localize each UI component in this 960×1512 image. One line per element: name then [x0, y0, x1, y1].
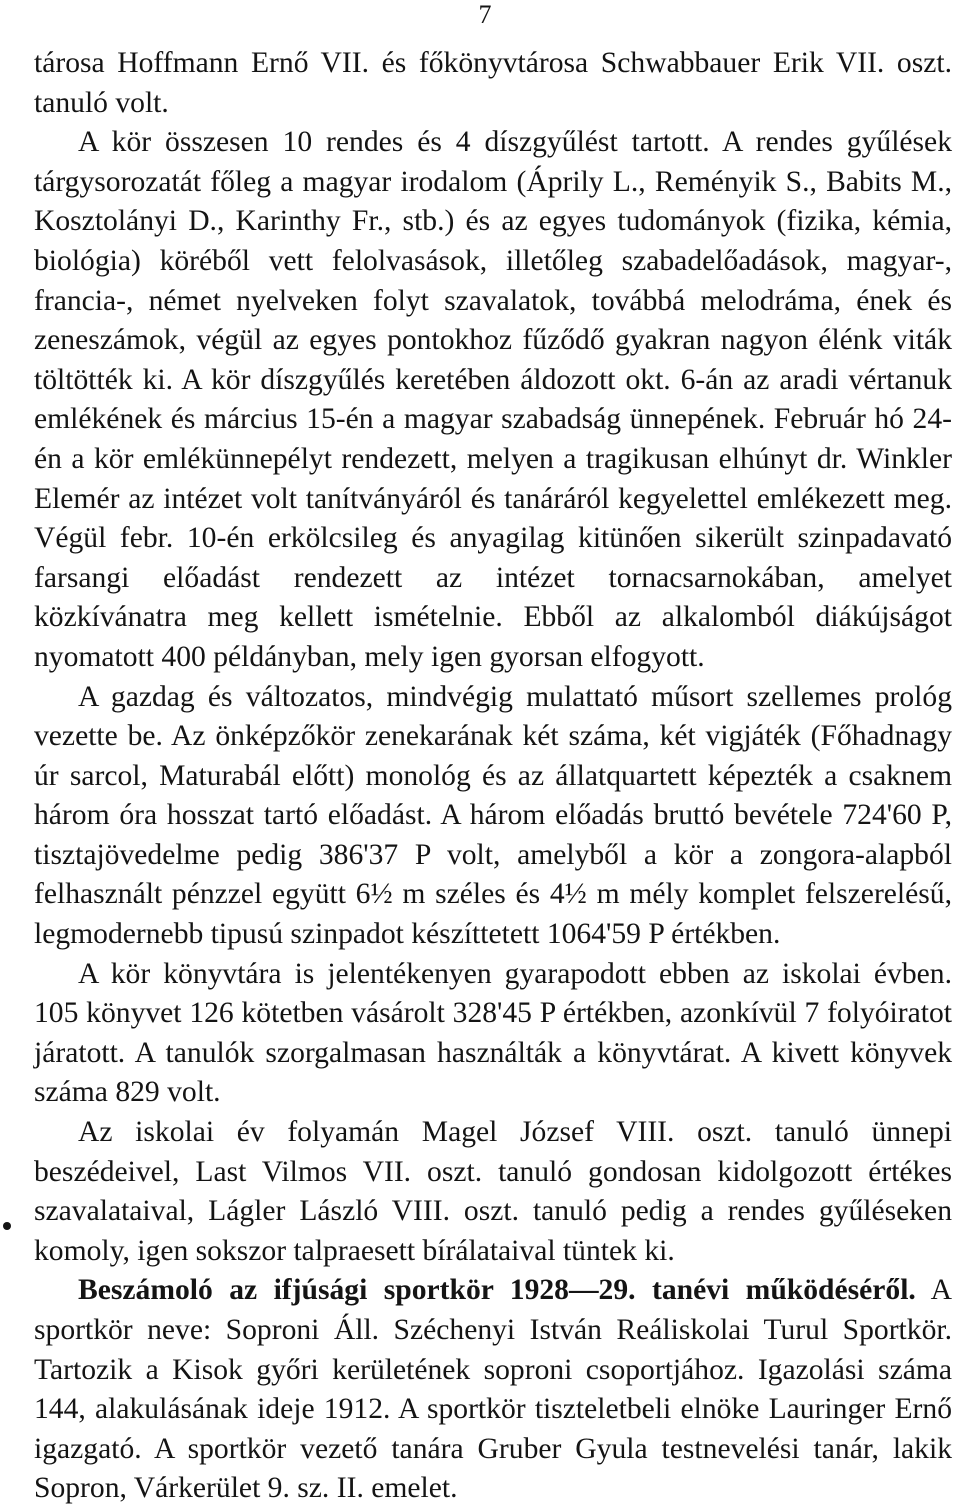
page-number: 7: [478, 0, 492, 29]
paragraph-continued: tárosa Hoffmann Ernő VII. és főkönyvtárosa Schwabbauer Erik VII. oszt. tanuló volt.: [34, 47, 952, 119]
margin-bullet-mark: [3, 1222, 11, 1230]
paragraph-program-and-income: A gazdag és változatos, mindvégig mulattató műsort szellemes prológ vezette be. Az önképzőkör zenekarának két száma, két vigjáték (Főhadnagy úr sarcol, Maturabál előtt) monológ és az állatquartett képezték a csaknem három óra hosszat tartó előadást. A három előadás bruttó bevétele 724'60 P, tisztajövedelme pedig 386'37 P volt, amelyből a kör a zongora-alapból felhasznált pénzzel együtt 6½ m széles és 4½ m mély komplet felszerelésű, legmodernebb tipusú szinpadot készíttetett 1064'59 P értékben.: [34, 680, 952, 951]
section-heading-sports-club: Beszámoló az ifjúsági sportkör 1928—29. tanévi működéséről.: [78, 1274, 916, 1307]
paragraph-library: A kör könyvtára is jelentékenyen gyarapodott ebben az iskolai évben. 105 könyvet 126 kötetben vásárolt 328'45 P értékben, azonkívül 7 folyóiratot járatott. A tanulók szorgalmasan használták a könyvtárat. A kivett könyvek száma 829 volt.: [34, 957, 952, 1109]
document-body: [34, 44, 952, 1509]
paragraph-outstanding-students: Az iskolai év folyamán Magel József VIII. oszt. tanuló ünnepi beszédeivel, Last Vilmos VII. oszt. tanuló gondosan kidolgozott értékes szavalataival, Lágler László VIII. oszt. tanuló pedig a rendes gyűléseken komoly, igen sokszor talpraesett bírálataival tüntek ki.: [34, 1116, 952, 1267]
sports-club-details: A sportkör neve: Soproni Áll. Széchenyi István Reáliskolai Turul Sportkör. Tartozik a Kisok győri kerületének soproni csoportjához. Igazolási száma 144, alakulásának ideje 1912. A sportkör tiszteletbeli elnöke Lauringer Ernő igazgató. A sportkör vezető tanára Gruber Gyula testnevelési tanár, lakik Sopron, Várkerület 9. sz. II. emelet.: [34, 1274, 953, 1505]
paragraph-self-study-circle-meetings: A kör összesen 10 rendes és 4 díszgyűlést tartott. A rendes gyűlések tárgysorozatát főleg a magyar irodalom (Áprily L., Reményik S., Babits M., Kosztolányi D., Karinthy Fr., stb.) és az egyes tudományok (fizika, kémia, biológia) köréből vett felolvasások, illetőleg szabadelőadások, magyar-, francia-, német nyelveken folyt szavalatok, továbbá melodráma, ének és zeneszámok, végül az egyes pontokhoz fűződő gyakran nagyon élénk viták töltötték ki. A kör díszgyűlés keretében áldozott okt. 6-án az aradi vértanuk emlékének és március 15-én a magyar szabadság ünnepének. Február hó 24-én a kör emlékünnepélyt rendezett, melyen a tragikusan elhúnyt dr. Winkler Elemér az intézet volt tanítványáról és tanáráról kegyelettel emlékezett meg. Végül febr. 10-én erkölcsileg és anyagilag kitünően sikerült szinpadavató farsangi előadást rendezett az intézet tornacsarnokában, amelyet közkívánatra meg kellett ismételnie. Ebből az alkalomból diákújságot nyomatott 400 példányban, mely igen gyorsan elfogyott.: [34, 126, 952, 673]
paragraph-sports-club-report: [34, 1271, 952, 1509]
